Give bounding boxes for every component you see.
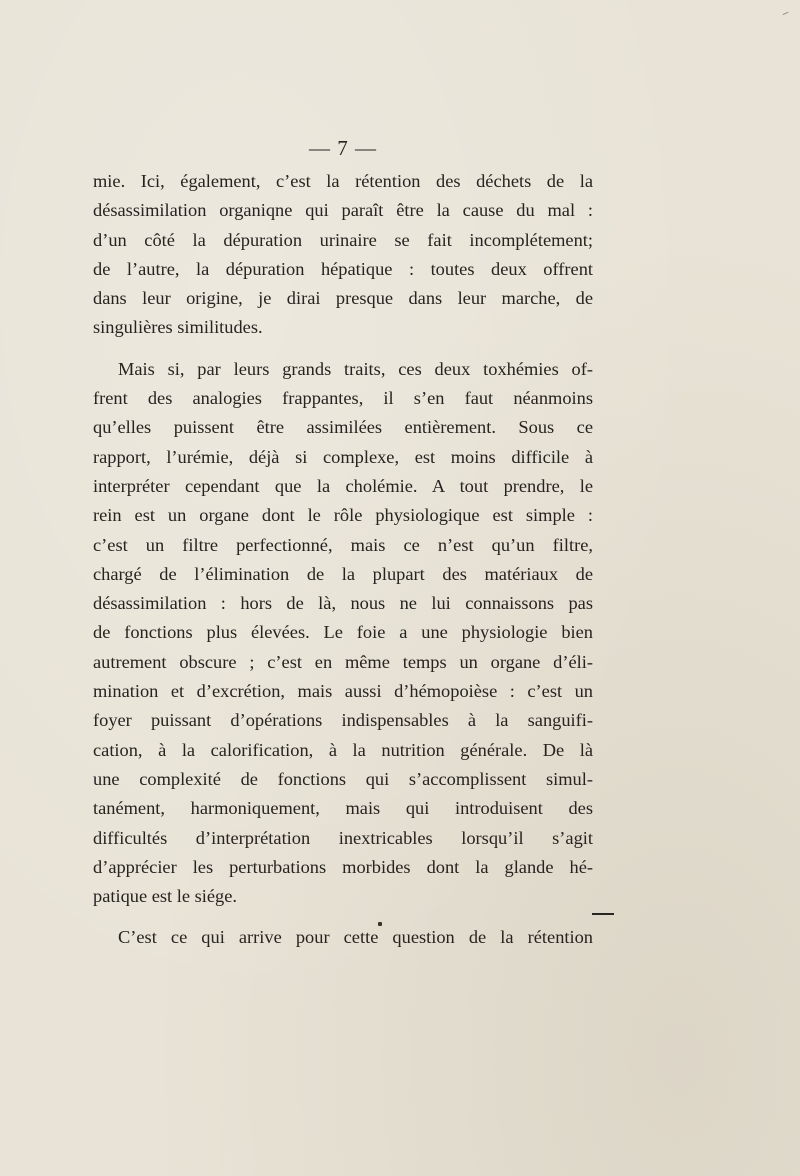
text-line: chargé de l’élimination de la plupart des matériaux de: [93, 563, 593, 584]
text-line: foyer puissant d’opérations indispensables à la sanguifi-: [93, 710, 593, 731]
ink-speck: [378, 922, 382, 926]
text-line: singulières similitudes.: [93, 317, 263, 338]
paragraph-3: [93, 923, 593, 952]
text-line: une complexité de fonctions qui s’accomplissent simul-: [93, 768, 593, 789]
text-line: de l’autre, la dépuration hépatique : toutes deux offrent: [93, 258, 593, 279]
text-line: c’est un filtre perfectionné, mais ce n’est qu’un filtre,: [93, 534, 593, 555]
text-line: qu’elles puissent être assimilées entièrement. Sous ce: [93, 417, 593, 438]
text-line: dans leur origine, je dirai presque dans leur marche, de: [93, 288, 593, 309]
body-text: [93, 167, 593, 953]
text-line: d’apprécier les perturbations morbides dont la glande hé-: [93, 856, 593, 877]
text-line: mie. Ici, également, c’est la rétention des déchets de la: [93, 171, 593, 191]
text-line: désassimilation organiqne qui paraît être la cause du mal :: [93, 200, 593, 221]
corner-pencil-mark: [781, 9, 788, 15]
text-line: désassimilation : hors de là, nous ne lui connaissons pas: [93, 593, 593, 614]
text-line: C’est ce qui arrive pour cette question de la rétention: [118, 927, 593, 948]
text-line: interpréter cependant que la cholémie. A tout prendre, le: [93, 475, 593, 496]
text-line: Mais si, par leurs grands traits, ces deux toxhémies of-: [118, 358, 593, 379]
text-line: patique est le siége.: [93, 886, 238, 907]
text-line: difficultés d’interprétation inextricables lorsqu’il s’agit: [93, 827, 593, 848]
text-line: rein est un organe dont le rôle physiologique est simple :: [93, 505, 593, 526]
text-line: cation, à la calorification, à la nutrition générale. De là: [93, 739, 593, 760]
text-line: autrement obscure ; c’est en même temps un organe d’éli-: [93, 651, 593, 672]
text-line: d’un côté la dépuration urinaire se fait incomplétement;: [93, 229, 593, 250]
text-line: mination et d’excrétion, mais aussi d’hémopoièse : c’est un: [93, 681, 593, 702]
paragraph-gap: [93, 343, 593, 355]
text-line: de fonctions plus élevées. Le foie a une physiologie bien: [93, 622, 593, 643]
paragraph-gap: [93, 911, 593, 923]
text-line: rapport, l’urémie, déjà si complexe, est moins difficile à: [93, 446, 593, 467]
paragraph-1: [93, 167, 593, 343]
text-line: tanément, harmoniquement, mais qui introduisent des: [93, 798, 593, 819]
page-number: — 7 —: [309, 136, 377, 160]
margin-dash-mark: [592, 913, 614, 915]
text-line: frent des analogies frappantes, il s’en faut néanmoins: [93, 388, 593, 409]
paragraph-2: [93, 355, 593, 912]
